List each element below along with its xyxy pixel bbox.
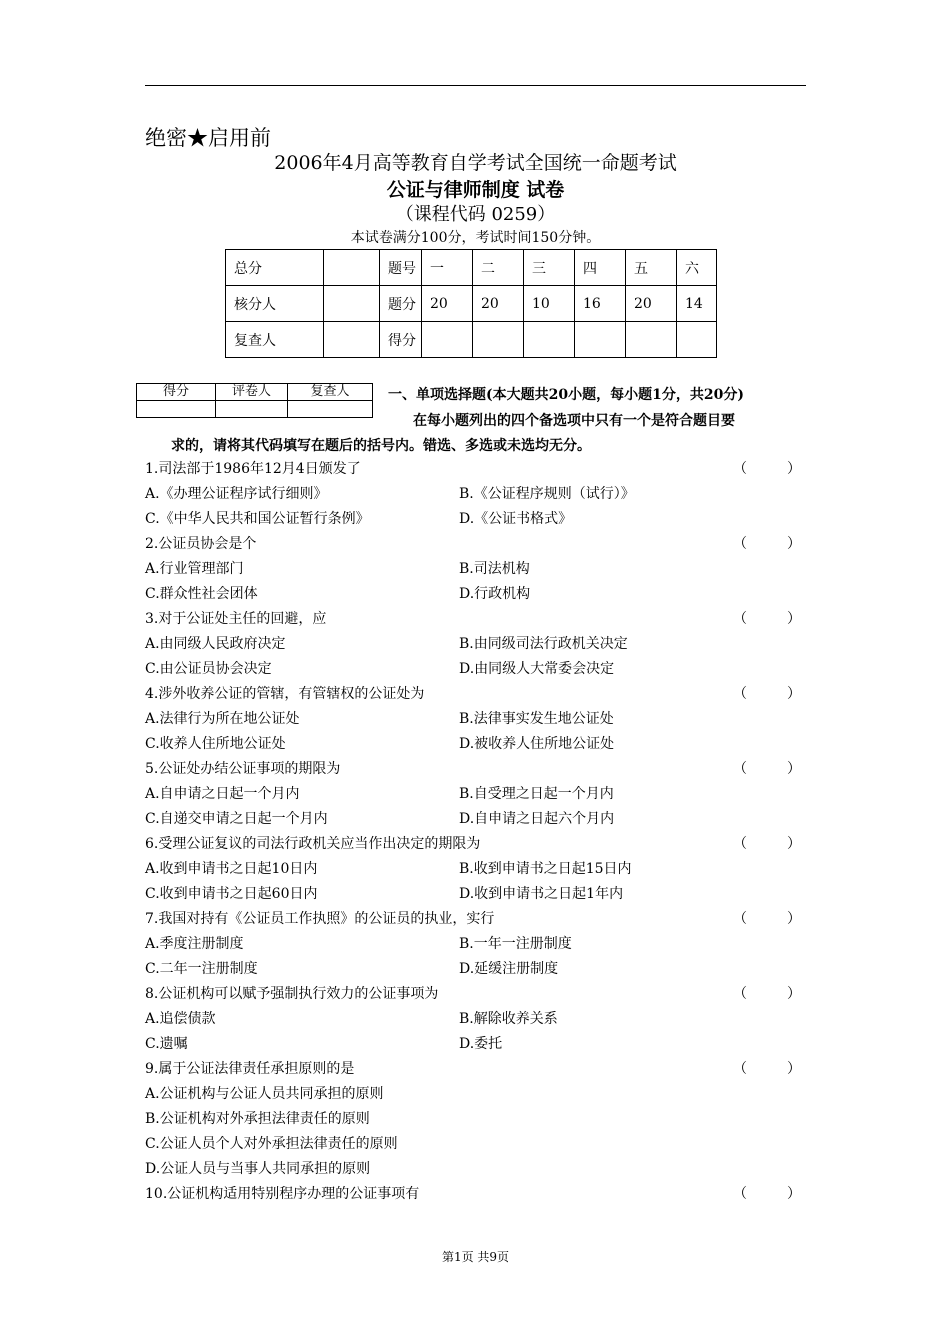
- option-item: C.由公证员协会决定: [145, 661, 272, 677]
- question-list: [145, 457, 806, 1207]
- score-cell: 题号: [380, 250, 422, 286]
- option-item: B.收到申请书之日起15日内: [459, 861, 632, 877]
- score-cell: [626, 322, 677, 358]
- bracket-right: ）: [787, 836, 801, 852]
- option-item: D.延缓注册制度: [459, 961, 559, 977]
- question-text: 6.受理公证复议的司法行政机关应当作出决定的期限为: [145, 836, 481, 852]
- option-item: C.收到申请书之日起60日内: [145, 886, 318, 902]
- option-item: D.收到申请书之日起1年内: [459, 886, 624, 902]
- score-cell: 20: [473, 286, 524, 322]
- question-stem: [145, 1182, 806, 1207]
- question-text: 5.公证处办结公证事项的期限为: [145, 761, 341, 777]
- score-cell: [422, 322, 473, 358]
- option-row: [145, 557, 806, 582]
- option-item: B.《公证程序规则（试行）》: [459, 486, 635, 502]
- grader-cell: [216, 401, 288, 418]
- option-row: [145, 807, 806, 832]
- score-cell: 20: [626, 286, 677, 322]
- option-item: D.自申请之日起六个月内: [459, 811, 615, 827]
- bracket-right: ）: [787, 1186, 801, 1202]
- bracket-right: ）: [787, 536, 801, 552]
- score-cell: 五: [626, 250, 677, 286]
- bracket-left: （: [733, 536, 747, 552]
- score-cell: [677, 322, 717, 358]
- option-row: [145, 707, 806, 732]
- option-row: A.公证机构与公证人员共同承担的原则: [145, 1086, 384, 1102]
- score-cell: 核分人: [226, 286, 324, 322]
- option-item: D.委托: [459, 1036, 503, 1052]
- option-item: B.一年一注册制度: [459, 936, 572, 952]
- option-row: C.公证人员个人对外承担法律责任的原则: [145, 1136, 398, 1152]
- option-item: A.收到申请书之日起10日内: [145, 861, 318, 877]
- section-instruction-2: 求的，请将其代码填写在题后的括号内。错选、多选或未选均无分。: [171, 438, 591, 454]
- score-cell: 一: [422, 250, 473, 286]
- question-text: 7.我国对持有《公证员工作执照》的公证员的执业，实行: [145, 911, 495, 927]
- score-cell: 复查人: [226, 322, 324, 358]
- header-rule: [145, 85, 806, 86]
- bracket-right: ）: [787, 911, 801, 927]
- option-item: D.被收养人住所地公证处: [459, 736, 615, 752]
- score-cell: [324, 322, 380, 358]
- bracket-right: ）: [787, 986, 801, 1002]
- option-item: A.季度注册制度: [145, 936, 244, 952]
- secret-label: 绝密★启用前: [145, 126, 271, 150]
- question-stem: [145, 1057, 806, 1082]
- question-stem: [145, 457, 806, 482]
- option-row: [145, 582, 806, 607]
- grader-header-reviewer: 复查人: [288, 384, 373, 401]
- score-cell: 总分: [226, 250, 324, 286]
- score-cell: 六: [677, 250, 717, 286]
- score-cell: 题分: [380, 286, 422, 322]
- section-instruction-1: 在每小题列出的四个备选项中只有一个是符合题目要: [413, 413, 735, 429]
- option-item: A.行业管理部门: [145, 561, 244, 577]
- grader-cell: [288, 401, 373, 418]
- bracket-left: （: [733, 761, 747, 777]
- question-stem: [145, 907, 806, 932]
- bracket-right: ）: [787, 461, 801, 477]
- question-text: 4.涉外收养公证的管辖，有管辖权的公证处为: [145, 686, 425, 702]
- question-stem: [145, 982, 806, 1007]
- score-row: [226, 286, 717, 322]
- score-cell: [324, 250, 380, 286]
- question-text: 8.公证机构可以赋予强制执行效力的公证事项为: [145, 986, 439, 1002]
- exam-note: 本试卷满分100分，考试时间150分钟。: [350, 230, 601, 246]
- question-stem: [145, 832, 806, 857]
- question-stem: [145, 532, 806, 557]
- option-row: [145, 932, 806, 957]
- option-row: [145, 1007, 806, 1032]
- option-row: [145, 1032, 806, 1057]
- option-row: [145, 482, 806, 507]
- option-item: A.法律行为所在地公证处: [145, 711, 300, 727]
- bracket-left: （: [733, 461, 747, 477]
- bracket-right: ）: [787, 611, 801, 627]
- grader-blank-row: [137, 401, 373, 418]
- grader-table: [136, 383, 373, 418]
- question-text: 3.对于公证处主任的回避，应: [145, 611, 327, 627]
- question-text: 2.公证员协会是个: [145, 536, 257, 552]
- page-footer: 第1页 共9页: [441, 1250, 510, 1264]
- score-row: [226, 250, 717, 286]
- score-cell: 16: [575, 286, 626, 322]
- bracket-left: （: [733, 911, 747, 927]
- score-cell: 得分: [380, 322, 422, 358]
- bracket-left: （: [733, 1061, 747, 1077]
- score-cell: 四: [575, 250, 626, 286]
- option-item: B.法律事实发生地公证处: [459, 711, 614, 727]
- bracket-left: （: [733, 1186, 747, 1202]
- option-row: [145, 857, 806, 882]
- bracket-left: （: [733, 686, 747, 702]
- option-row: B.公证机构对外承担法律责任的原则: [145, 1111, 370, 1127]
- option-row: [145, 957, 806, 982]
- section-title: 一、单项选择题(本大题共20小题，每小题1分，共20分): [388, 387, 744, 403]
- option-row: [145, 507, 806, 532]
- score-cell: [473, 322, 524, 358]
- paper-title: 公证与律师制度 试卷: [386, 179, 565, 201]
- course-code: （课程代码 0259）: [395, 204, 556, 225]
- score-cell: [575, 322, 626, 358]
- bracket-right: ）: [787, 761, 801, 777]
- option-item: C.群众性社会团体: [145, 586, 258, 602]
- option-item: B.自受理之日起一个月内: [459, 786, 614, 802]
- question-text: 10.公证机构适用特别程序办理的公证事项有: [145, 1186, 420, 1202]
- option-item: C.二年一注册制度: [145, 961, 258, 977]
- score-cell: 三: [524, 250, 575, 286]
- option-item: C.自递交申请之日起一个月内: [145, 811, 328, 827]
- bracket-left: （: [733, 986, 747, 1002]
- bracket-left: （: [733, 611, 747, 627]
- option-item: D.行政机构: [459, 586, 531, 602]
- question-text: 1.司法部于1986年12月4日颁发了: [145, 461, 361, 477]
- score-table: [225, 249, 717, 358]
- score-cell: 14: [677, 286, 717, 322]
- question-text: 9.属于公证法律责任承担原则的是: [145, 1061, 355, 1077]
- grader-header-row: [137, 384, 373, 401]
- option-item: A.由同级人民政府决定: [145, 636, 286, 652]
- exam-title: 2006年4月高等教育自学考试全国统一命题考试: [274, 152, 677, 174]
- option-item: B.由同级司法行政机关决定: [459, 636, 628, 652]
- option-item: C.收养人住所地公证处: [145, 736, 286, 752]
- option-row: D.公证人员与当事人共同承担的原则: [145, 1161, 371, 1177]
- option-item: A.追偿债款: [145, 1011, 216, 1027]
- option-item: B.司法机构: [459, 561, 530, 577]
- option-item: D.《公证书格式》: [459, 511, 573, 527]
- question-stem: [145, 757, 806, 782]
- option-item: C.《中华人民共和国公证暂行条例》: [145, 511, 370, 527]
- score-cell: [324, 286, 380, 322]
- option-item: C.遗嘱: [145, 1036, 188, 1052]
- grader-cell: [137, 401, 216, 418]
- question-stem: [145, 682, 806, 707]
- option-row: [145, 657, 806, 682]
- option-item: A.《办理公证程序试行细则》: [145, 486, 328, 502]
- grader-header-score: 得分: [137, 384, 216, 401]
- option-item: D.由同级人大常委会决定: [459, 661, 615, 677]
- score-cell: 20: [422, 286, 473, 322]
- option-row: [145, 882, 806, 907]
- bracket-right: ）: [787, 686, 801, 702]
- option-item: B.解除收养关系: [459, 1011, 558, 1027]
- option-row: [145, 782, 806, 807]
- grader-header-grader: 评卷人: [216, 384, 288, 401]
- option-item: A.自申请之日起一个月内: [145, 786, 300, 802]
- bracket-right: ）: [787, 1061, 801, 1077]
- score-cell: [524, 322, 575, 358]
- option-row: [145, 732, 806, 757]
- score-cell: 10: [524, 286, 575, 322]
- option-row: [145, 632, 806, 657]
- score-row: [226, 322, 717, 358]
- score-cell: 二: [473, 250, 524, 286]
- bracket-left: （: [733, 836, 747, 852]
- question-stem: [145, 607, 806, 632]
